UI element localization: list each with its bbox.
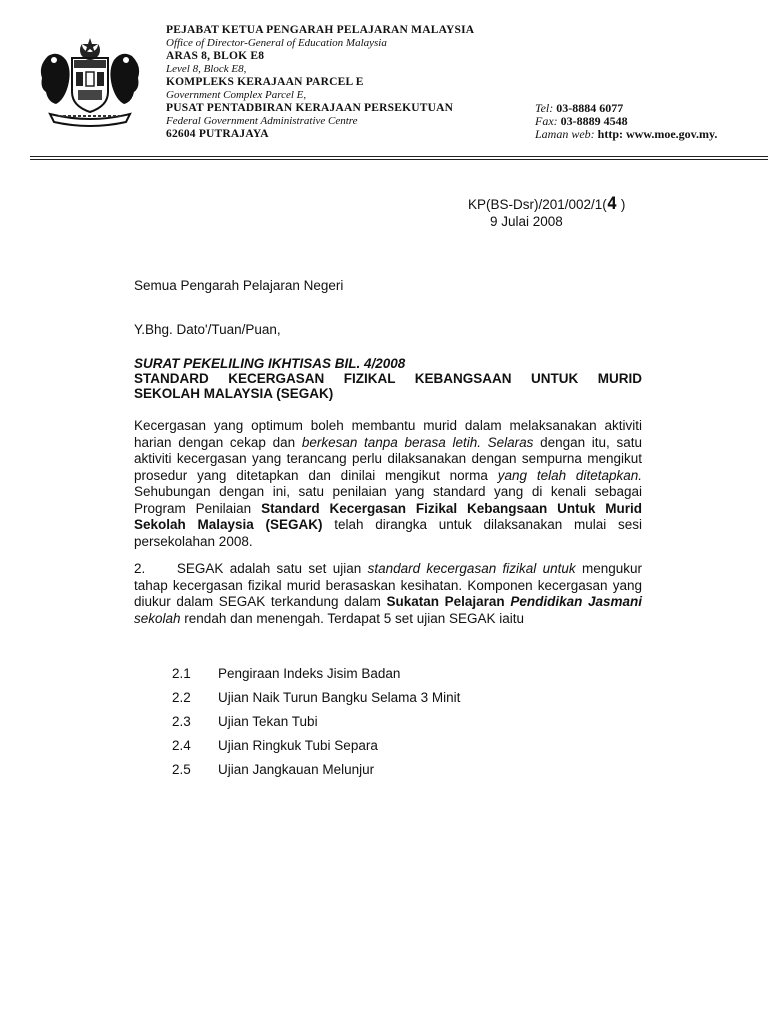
centre-name: PUSAT PENTADBIRAN KERAJAAN PERSEKUTUAN	[166, 102, 454, 114]
paragraph-number: 2.	[134, 561, 146, 576]
list-item: 2.3 Ujian Tekan Tubi	[172, 714, 318, 729]
letterhead-address	[166, 24, 474, 141]
complex-name: KOMPLEKS KERAJAAN PARCEL E	[166, 76, 364, 88]
paragraph-1: Kecergasan yang optimum boleh membantu murid dalam melaksanakan aktiviti harian dengan cekap dan berkesan tanpa berasa letih. Selaras dengan itu, satu aktiviti kecergasan yang terancang perlu dilaksanakan dengan sempurna mengikut prosedur yang ditetapkan dan dinilai mengikut norma yang telah ditetapkan. Sehubungan dengan ini, satu penilaian yang standard yang di kenali sebagai Program Penilaian Standard Kecergasan Fizikal Kebangsaan Untuk Murid Sekolah Malaysia (SEGAK) telah dirangka untuk dilaksanakan mulai sesi persekolahan 2008.	[134, 418, 643, 549]
website: http: www.moe.gov.my.	[597, 127, 718, 141]
paragraph-2: 2. SEGAK adalah satu set ujian standard kecergasan fizikal untuk mengukur tahap kecergasan fizikal murid berasaskan kesihatan. Komponen kecergasan yang diukur dalam SEGAK terkandung dalam Sukatan Pelajaran Pendidikan Jasmani sekolah rendah dan menengah. Terdapat 5 set ujian SEGAK iaitu	[134, 561, 642, 626]
circular-number: SURAT PEKELILING IKHTISAS BIL. 4/2008	[134, 356, 406, 371]
list-item: 2.1 Pengiraan Indeks Jisim Badan	[172, 666, 401, 681]
subject-block	[134, 356, 642, 401]
list-item: 2.5 Ujian Jangkauan Melunjur	[172, 762, 375, 777]
complex-name-en: Government Complex Parcel E,	[166, 89, 307, 101]
coat-of-arms-logo	[30, 36, 150, 128]
fax-number: 03-8889 4548	[560, 114, 628, 128]
header-divider	[30, 156, 768, 157]
centre-name-en: Federal Government Administrative Centre	[166, 115, 358, 127]
address-block-en: Level 8, Block E8,	[166, 63, 247, 75]
office-name-en: Office of Director-General of Education Malaysia	[166, 37, 387, 49]
tel-label: Tel:	[535, 101, 554, 115]
fax-label: Fax:	[535, 114, 558, 128]
test-list	[172, 662, 460, 782]
list-item: 2.2 Ujian Naik Turun Bangku Selama 3 Minit	[172, 690, 461, 705]
reference-block	[468, 196, 625, 230]
letterhead-contact	[535, 102, 717, 141]
web-label: Laman web:	[535, 127, 595, 141]
handwritten-number: 4	[606, 194, 618, 214]
recipient: Semua Pengarah Pelajaran Negeri	[134, 278, 344, 293]
address-block: ARAS 8, BLOK E8	[166, 50, 265, 62]
office-name: PEJABAT KETUA PENGARAH PELAJARAN MALAYSIA	[166, 24, 475, 36]
letter-date: 9 Julai 2008	[490, 214, 563, 229]
reference-number: KP(BS-Dsr)/201/002/1(4 )	[468, 194, 626, 214]
postcode-city: 62604 PUTRAJAYA	[166, 128, 269, 140]
tel-number: 03-8884 6077	[556, 101, 624, 115]
header-divider-secondary	[30, 159, 768, 160]
list-item: 2.4 Ujian Ringkuk Tubi Separa	[172, 738, 378, 753]
subject-title-line1: STANDARD KECERGASAN FIZIKAL KEBANGSAAN UNTUK MURID	[134, 371, 642, 386]
salutation: Y.Bhg. Dato'/Tuan/Puan,	[134, 322, 281, 337]
subject-title-line2: SEKOLAH MALAYSIA (SEGAK)	[134, 386, 334, 401]
